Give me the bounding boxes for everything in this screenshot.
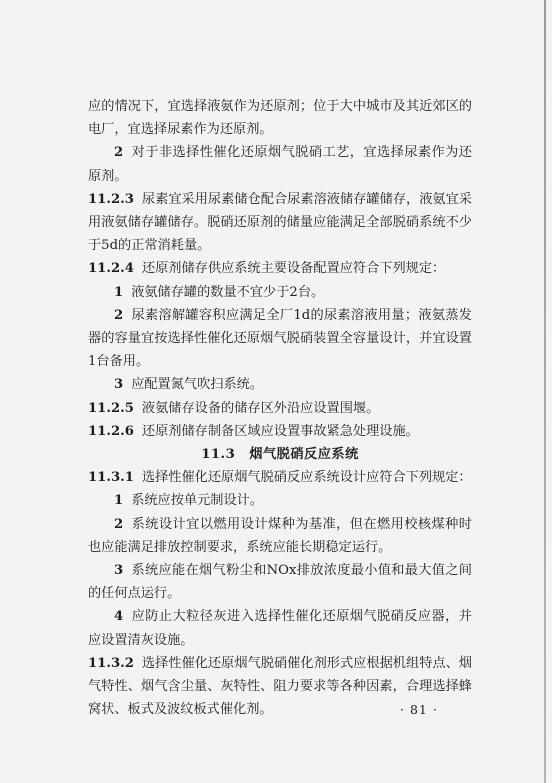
clause: 11.2.5 液氨储存设备的储存区外沿应设置围堰。 — [88, 400, 380, 416]
list-item: 3 应配置氮气吹扫系统。 — [114, 377, 264, 393]
section-heading: 11.3 烟气脱硝反应系统 — [201, 447, 359, 463]
list-item: 3 系统应能在烟气粉尘和NOx排放浓度最小值和最大值之间的任何点运行。 — [88, 563, 472, 602]
page-edge-shadow — [544, 0, 546, 783]
page-number: · 81 · — [400, 702, 438, 717]
clause: 11.3.1 选择性催化还原烟气脱硝反应系统设计应符合下列规定： — [88, 470, 472, 486]
clause: 11.2.4 还原剂储存供应系统主要设备配置应符合下列规定： — [88, 261, 446, 277]
list-item: 2 尿素溶解罐容积应满足全厂1d的尿素溶液用量；液氨蒸发器的容量宜按选择性催化还原烟气脱硝装置全容量设计，并宜设置1台备用。 — [88, 307, 472, 370]
list-item: 1 系统应按单元制设计。 — [114, 493, 264, 509]
body-text — [88, 95, 472, 721]
list-item: 2 系统设计宜以燃用设计煤种为基准，但在燃用校核煤种时也应能满足排放控制要求，系统应能长期稳定运行。 — [88, 516, 472, 555]
clause: 11.2.6 还原剂储存制备区域应设置事故紧急处理设施。 — [88, 423, 419, 439]
clause: 11.2.3 尿素宜采用尿素储仓配合尿素溶液储存罐储存，液氨宜采用液氨储存罐储存。脱硝还原剂的储量应能满足全部脱硝系统不少于5d的正常消耗量。 — [88, 191, 472, 254]
list-item: 4 应防止大粒径灰进入选择性催化还原烟气脱硝反应器，并应设置清灰设施。 — [88, 609, 472, 648]
clause: 11.3.2 选择性催化还原烟气脱硝催化剂形式应根据机组特点、烟气特性、烟气含尘量、灰特性、阻力要求等各种因素，合理选择蜂窝状、板式及波纹板式催化剂。 — [88, 655, 472, 718]
list-item: 1 液氨储存罐的数量不宜少于2台。 — [114, 284, 325, 300]
list-item: 2 对于非选择性催化还原烟气脱硝工艺，宜选择尿素作为还原剂。 — [88, 145, 472, 184]
paragraph: 应的情况下，宜选择液氨作为还原剂；位于大中城市及其近郊区的电厂，宜选择尿素作为还原剂。 — [88, 99, 472, 138]
